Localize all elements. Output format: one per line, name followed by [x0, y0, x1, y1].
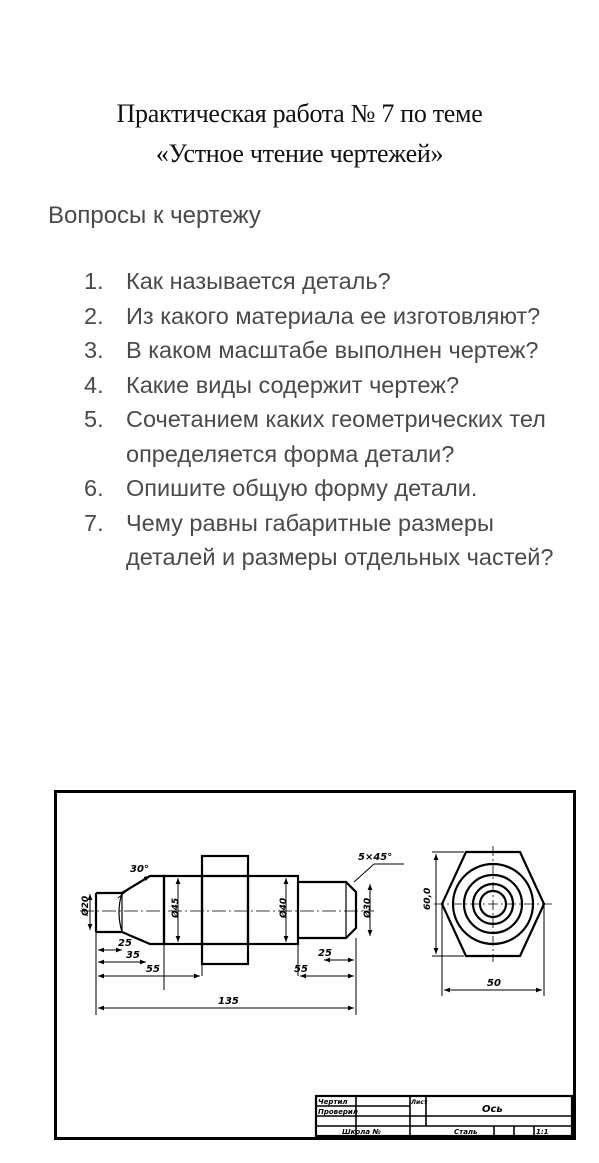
dim-l55a: 55 — [146, 964, 160, 975]
technical-drawing — [54, 790, 576, 1140]
question-number: 2. — [84, 302, 104, 329]
question-item — [84, 368, 554, 403]
question-number: 4. — [84, 371, 104, 398]
questions-list — [84, 264, 554, 575]
dim-l25b: 25 — [318, 948, 332, 959]
question-item — [84, 402, 554, 471]
stamp-drawn: Чертил — [318, 1098, 348, 1106]
page-title — [0, 94, 599, 174]
question-text: Из какого материала ее изготовляют? — [126, 302, 541, 329]
dim-l55b: 55 — [294, 964, 308, 975]
title-line-2: «Устное чтение чертежей» — [155, 139, 444, 168]
stamp-scale: 1:1 — [536, 1128, 549, 1136]
stamp-checked: Проверил — [318, 1108, 358, 1116]
sheet-frame — [56, 792, 575, 1139]
question-text: Сочетанием каких геометрических тел определяется форма детали? — [126, 406, 546, 467]
dim-d30: Ø30 — [363, 897, 373, 918]
question-number: 1. — [84, 268, 104, 294]
side-view — [434, 846, 552, 962]
question-item — [84, 333, 554, 368]
dim-w50: 50 — [487, 978, 501, 989]
question-item — [84, 299, 554, 334]
stamp-material: Сталь — [454, 1128, 478, 1136]
question-number: 3. — [84, 337, 104, 363]
question-text: Чему равны габаритные размеры деталей и размеры отдельных частей? — [126, 509, 554, 570]
question-text: Как называется деталь? — [126, 268, 391, 294]
question-item — [84, 264, 554, 299]
question-number: 6. — [84, 475, 104, 501]
question-text: Опишите общую форму детали. — [126, 475, 478, 501]
question-text: Какие виды содержит чертеж? — [126, 371, 460, 398]
stamp-part-name: Ось — [482, 1104, 503, 1115]
dim-d45: Ø45 — [171, 897, 181, 918]
dim-d60: 60,0 — [423, 887, 433, 910]
dim-l35: 35 — [126, 950, 140, 961]
dim-angle: 30° — [130, 864, 149, 875]
dim-chamfer: 5×45° — [358, 852, 393, 863]
questions-heading: Вопросы к чертежу — [48, 202, 261, 229]
stamp-sheet: Лист — [411, 1099, 428, 1106]
title-line-1: Практическая работа № 7 по теме — [116, 99, 483, 128]
question-item — [84, 471, 554, 506]
question-item — [84, 506, 554, 575]
question-number: 5. — [84, 406, 104, 432]
dim-l135: 135 — [218, 996, 239, 1007]
question-text: В каком масштабе выполнен чертеж? — [126, 337, 539, 363]
dim-d20: Ø20 — [81, 895, 91, 916]
stamp-school: Школа № — [342, 1128, 381, 1136]
question-number: 7. — [84, 509, 104, 536]
dim-l25a: 25 — [118, 938, 132, 949]
dim-d40: Ø40 — [279, 897, 289, 918]
